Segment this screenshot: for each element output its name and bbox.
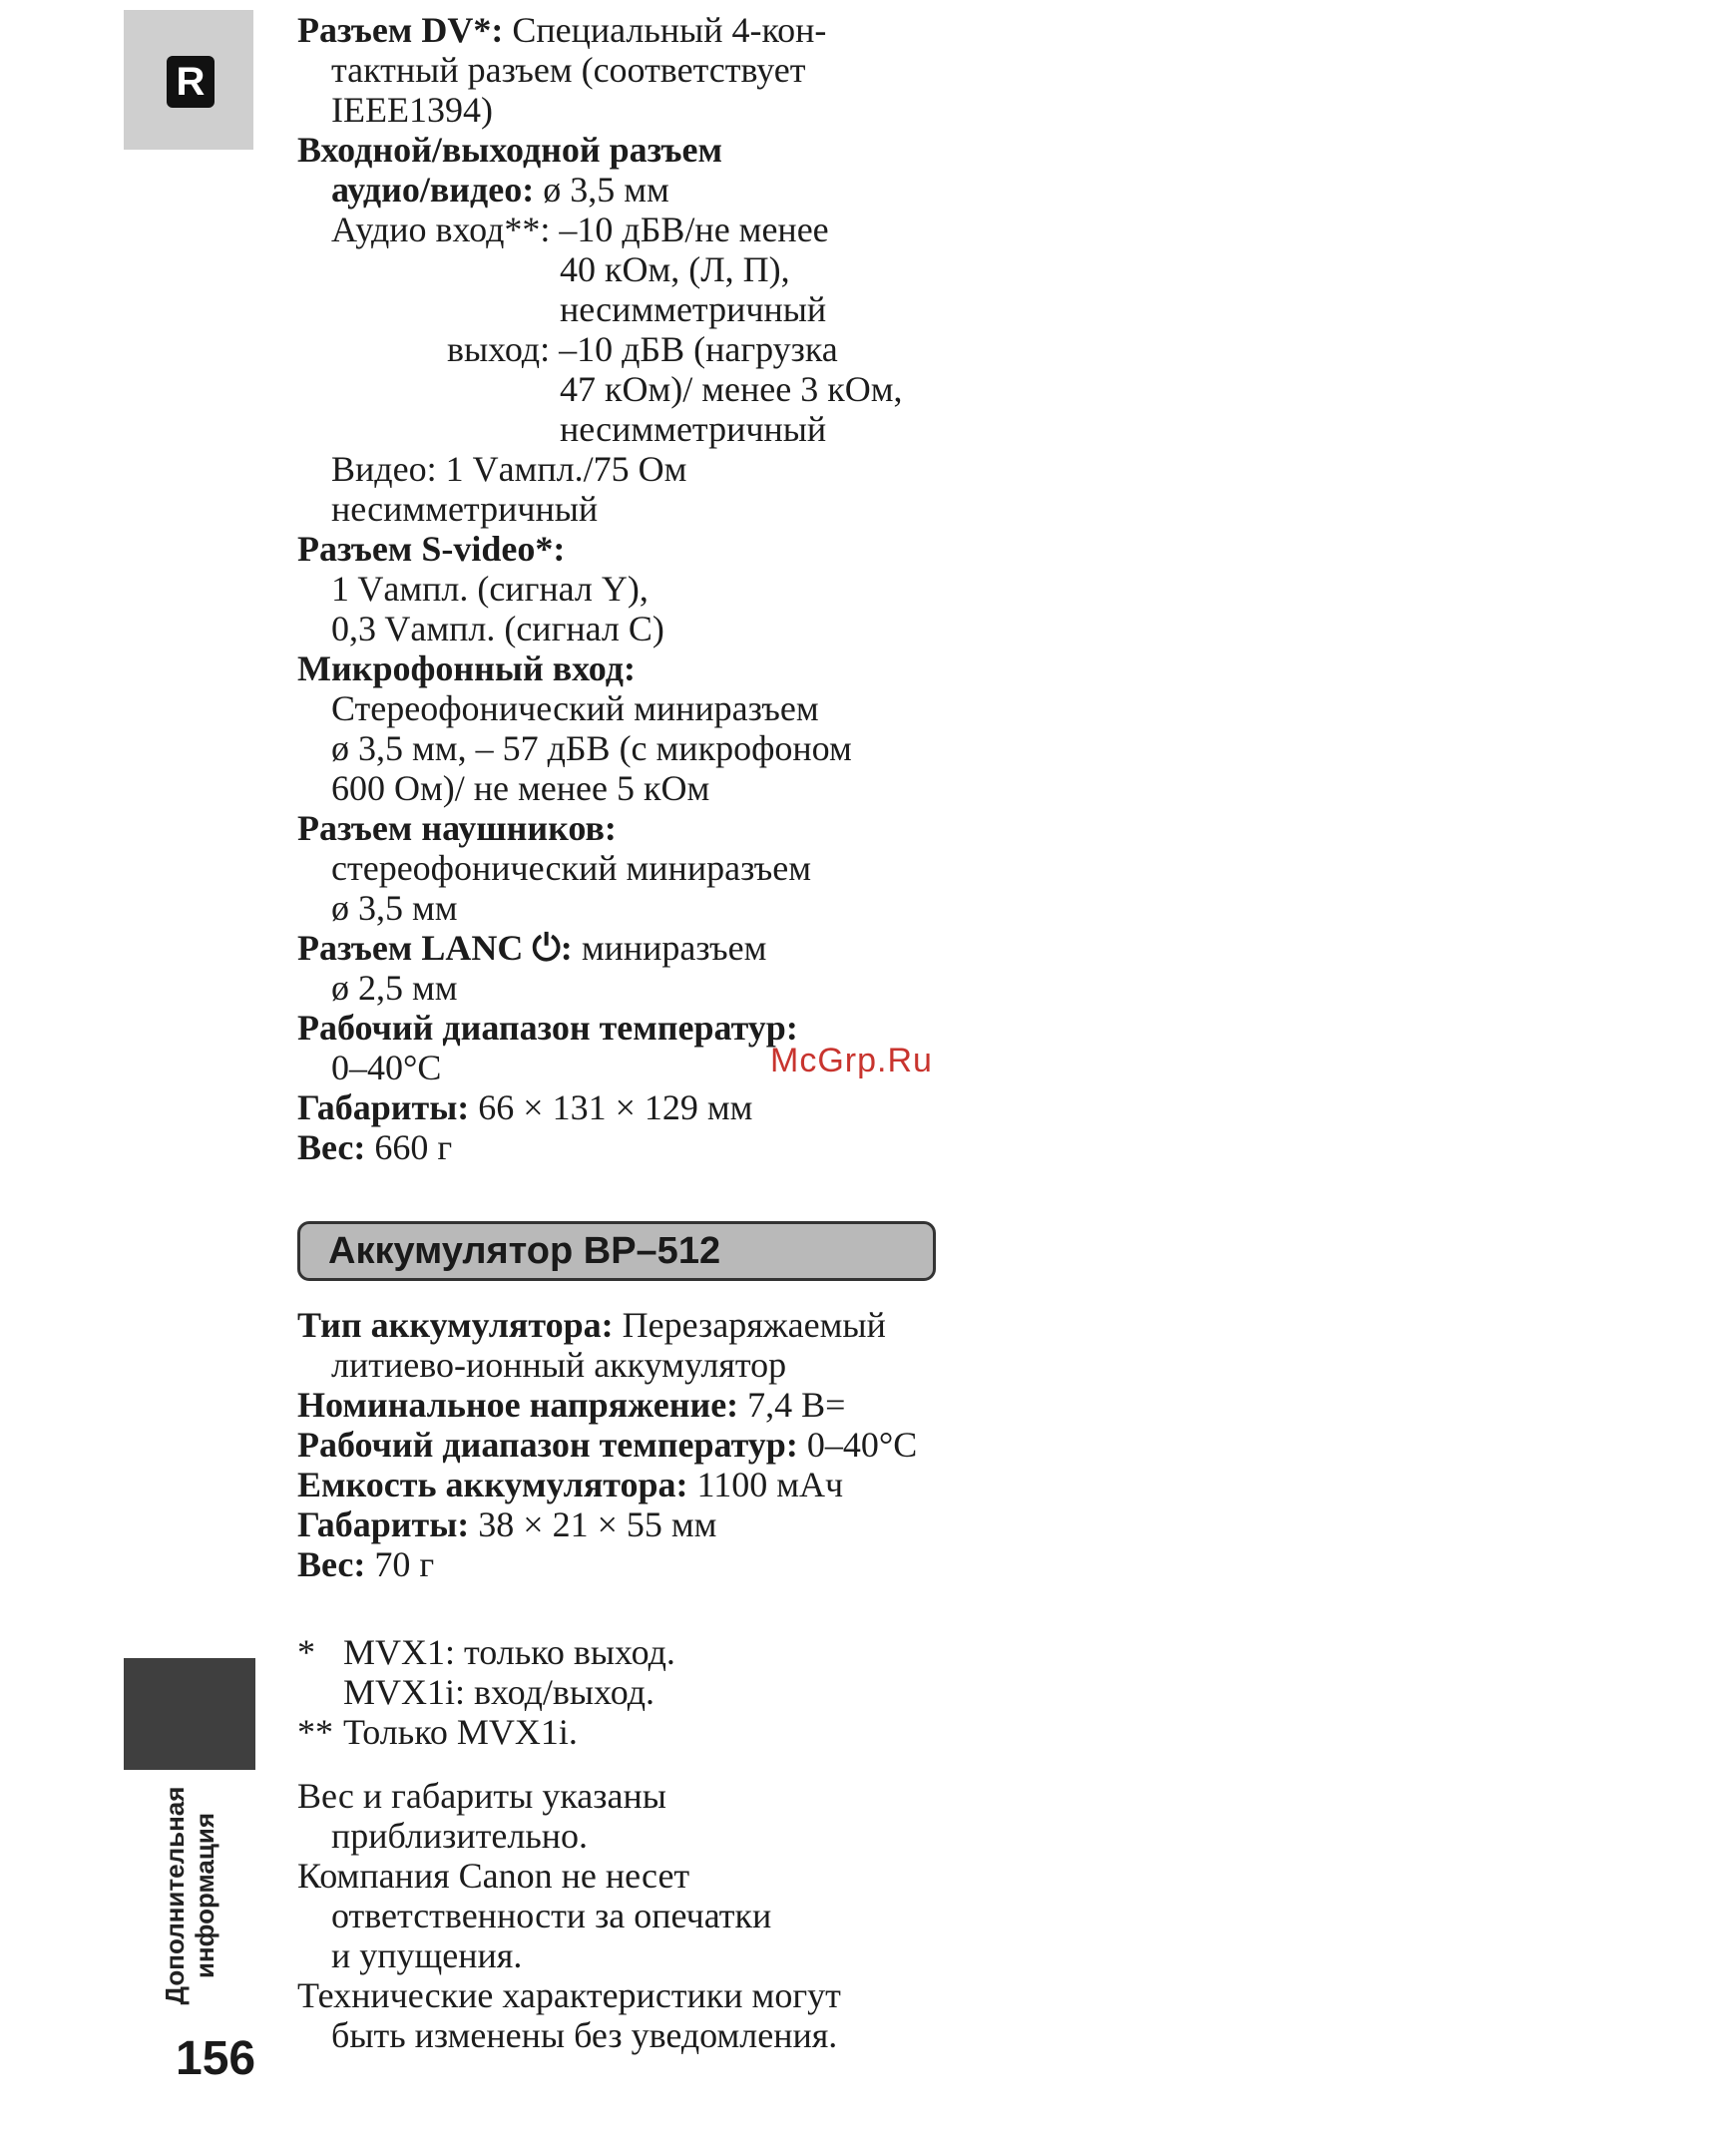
battery-spec-line: [297, 1425, 1056, 1465]
section-marker-block: [124, 1658, 255, 1770]
spec-line-text: несимметричный: [331, 489, 599, 529]
note-line-text: Технические характеристики могут: [297, 1975, 841, 2015]
spec-line-text: 600 Ом)/ не менее 5 кОм: [331, 768, 710, 808]
spec-line: [297, 329, 1056, 369]
spec-line: [297, 1048, 1056, 1087]
spec-line-text: 1 Vампл. (сигнал Y),: [331, 569, 649, 609]
spec-line-label: Габариты:: [297, 1087, 470, 1127]
spec-line: [297, 609, 1056, 648]
battery-spec-line: [297, 1465, 1056, 1504]
footnote-line: [297, 1712, 1056, 1752]
battery-spec-line-text: 70 г: [365, 1544, 435, 1584]
battery-spec-line: [297, 1504, 1056, 1544]
spec-line-label: Разъем LANC ⏻:: [297, 928, 573, 968]
spec-line-label: Микрофонный вход:: [297, 648, 636, 688]
spec-line: [297, 848, 1056, 888]
footnote-mark: *: [297, 1632, 315, 1672]
note-line-text: и упущения.: [331, 1935, 523, 1975]
spec-line: [297, 1087, 1056, 1127]
spec-line: [297, 728, 1056, 768]
spec-line: [297, 1127, 1056, 1167]
spec-line: [297, 888, 1056, 928]
footnote-text: Только MVX1i.: [343, 1712, 578, 1752]
spec-line-text: Стереофонический миниразъем: [331, 688, 819, 728]
spec-line: [297, 90, 1056, 130]
battery-spec-line: [297, 1305, 1056, 1345]
battery-spec-line: [297, 1345, 1056, 1385]
disclaimer-notes: [297, 1776, 1056, 2055]
note-line-text: быть изменены без уведомления.: [331, 2015, 838, 2055]
note-line: [297, 1776, 1056, 1816]
spec-line-text: 0,3 Vампл. (сигнал C): [331, 609, 664, 648]
spec-line: [297, 130, 1056, 170]
language-tab: [124, 10, 253, 150]
spec-line: [297, 369, 1056, 409]
battery-spec-line-text: литиево-ионный аккумулятор: [331, 1345, 787, 1385]
spec-line-text: 66 × 131 × 129 мм: [469, 1087, 753, 1127]
note-line: [297, 1935, 1056, 1975]
spec-content: [297, 10, 1056, 2055]
note-line: [297, 1896, 1056, 1935]
spec-line-text: ø 3,5 мм: [534, 170, 669, 210]
section-label-line2: информация: [190, 1813, 219, 1979]
spec-line-text: 660 г: [365, 1127, 453, 1167]
spec-line: [297, 648, 1056, 688]
spec-line-text: ø 3,5 мм: [331, 888, 458, 928]
spec-line-label: аудио/видео:: [331, 170, 535, 210]
spec-line-label: Разъем наушников:: [297, 808, 617, 848]
spec-line: [297, 928, 1056, 968]
spec-line-text: Аудио вход**: –10 дБВ/не менее: [331, 210, 829, 249]
spec-line-text: ø 2,5 мм: [331, 968, 458, 1008]
spec-line-label: Вес:: [297, 1127, 366, 1167]
language-letter: R: [167, 56, 215, 108]
watermark: McGrp.Ru: [770, 1042, 933, 1079]
spec-line: [297, 170, 1056, 210]
spec-line-text: Видео: 1 Vампл./75 Ом: [331, 449, 687, 489]
spec-line-label: Рабочий диапазон температур:: [297, 1008, 798, 1048]
battery-heading: Аккумулятор BP–512: [297, 1221, 936, 1281]
note-line-text: приблизительно.: [331, 1816, 589, 1856]
footnote-text: MVX1i: вход/выход.: [343, 1672, 655, 1712]
note-line: [297, 1975, 1056, 2015]
spec-line: [297, 688, 1056, 728]
battery-spec-line-text: 1100 мАч: [687, 1465, 844, 1504]
spec-line: [297, 449, 1056, 489]
spec-line: [297, 50, 1056, 90]
battery-spec-line-label: Рабочий диапазон температур:: [297, 1425, 798, 1465]
note-line-text: Компания Canon не несет: [297, 1856, 690, 1896]
note-line: [297, 1816, 1056, 1856]
battery-spec-line-label: Габариты:: [297, 1504, 470, 1544]
note-line: [297, 2015, 1056, 2055]
section-label: [130, 1776, 249, 2015]
spec-line-text: тактный разъем (соответствует: [331, 50, 806, 90]
spec-line-text: миниразъем: [572, 928, 767, 968]
spec-line-text: выход: –10 дБВ (нагрузка: [447, 329, 838, 369]
spec-line: [297, 1008, 1056, 1048]
footnotes: [297, 1632, 1056, 1752]
spec-line-text: Специальный 4-кон-: [503, 10, 827, 50]
page-number: 156: [176, 2032, 256, 2085]
spec-line-label: Разъем DV*:: [297, 10, 504, 50]
specifications-list: [297, 10, 1056, 1167]
battery-spec-line-text: Перезаряжаемый: [613, 1305, 886, 1345]
spec-line-text: несимметричный: [560, 409, 827, 449]
battery-spec-line-label: Тип аккумулятора:: [297, 1305, 614, 1345]
battery-spec-line-text: 0–40°C: [797, 1425, 918, 1465]
spec-line: [297, 808, 1056, 848]
spec-line-text: несимметричный: [560, 289, 827, 329]
battery-spec-line-label: Вес:: [297, 1544, 366, 1584]
section-label-line1: Дополнительная: [160, 1786, 190, 2005]
spec-line: [297, 768, 1056, 808]
battery-spec-line: [297, 1544, 1056, 1584]
spec-line: [297, 249, 1056, 289]
battery-spec-line: [297, 1385, 1056, 1425]
spec-line: [297, 968, 1056, 1008]
footnote-line: [297, 1672, 1056, 1712]
note-line: [297, 1856, 1056, 1896]
spec-line: [297, 489, 1056, 529]
spec-line-label: Входной/выходной разъем: [297, 130, 723, 170]
spec-line-label: Разъем S-video*:: [297, 529, 566, 569]
battery-spec-line-text: 7,4 В=: [738, 1385, 846, 1425]
spec-line-text: 40 кОм, (Л, П),: [560, 249, 790, 289]
spec-line-text: 47 кОм)/ менее 3 кОм,: [560, 369, 903, 409]
spec-line: [297, 289, 1056, 329]
spec-line: [297, 210, 1056, 249]
spec-line: [297, 569, 1056, 609]
spec-line-text: 0–40°C: [331, 1048, 442, 1087]
footnote-mark: **: [297, 1712, 333, 1752]
footnote-line: [297, 1632, 1056, 1672]
battery-spec-line-label: Номинальное напряжение:: [297, 1385, 739, 1425]
spec-line: [297, 10, 1056, 50]
spec-line-text: IEEE1394): [331, 90, 493, 130]
battery-spec-line-text: 38 × 21 × 55 мм: [469, 1504, 717, 1544]
spec-line: [297, 409, 1056, 449]
spec-line-text: ø 3,5 мм, – 57 дБВ (с микрофоном: [331, 728, 852, 768]
note-line-text: ответственности за опечатки: [331, 1896, 772, 1935]
battery-spec-line-label: Емкость аккумулятора:: [297, 1465, 688, 1504]
spec-line-text: стереофонический миниразъем: [331, 848, 812, 888]
note-line-text: Вес и габариты указаны: [297, 1776, 666, 1816]
spec-line: [297, 529, 1056, 569]
footnote-text: MVX1: только выход.: [343, 1632, 675, 1672]
battery-spec-list: [297, 1305, 1056, 1584]
